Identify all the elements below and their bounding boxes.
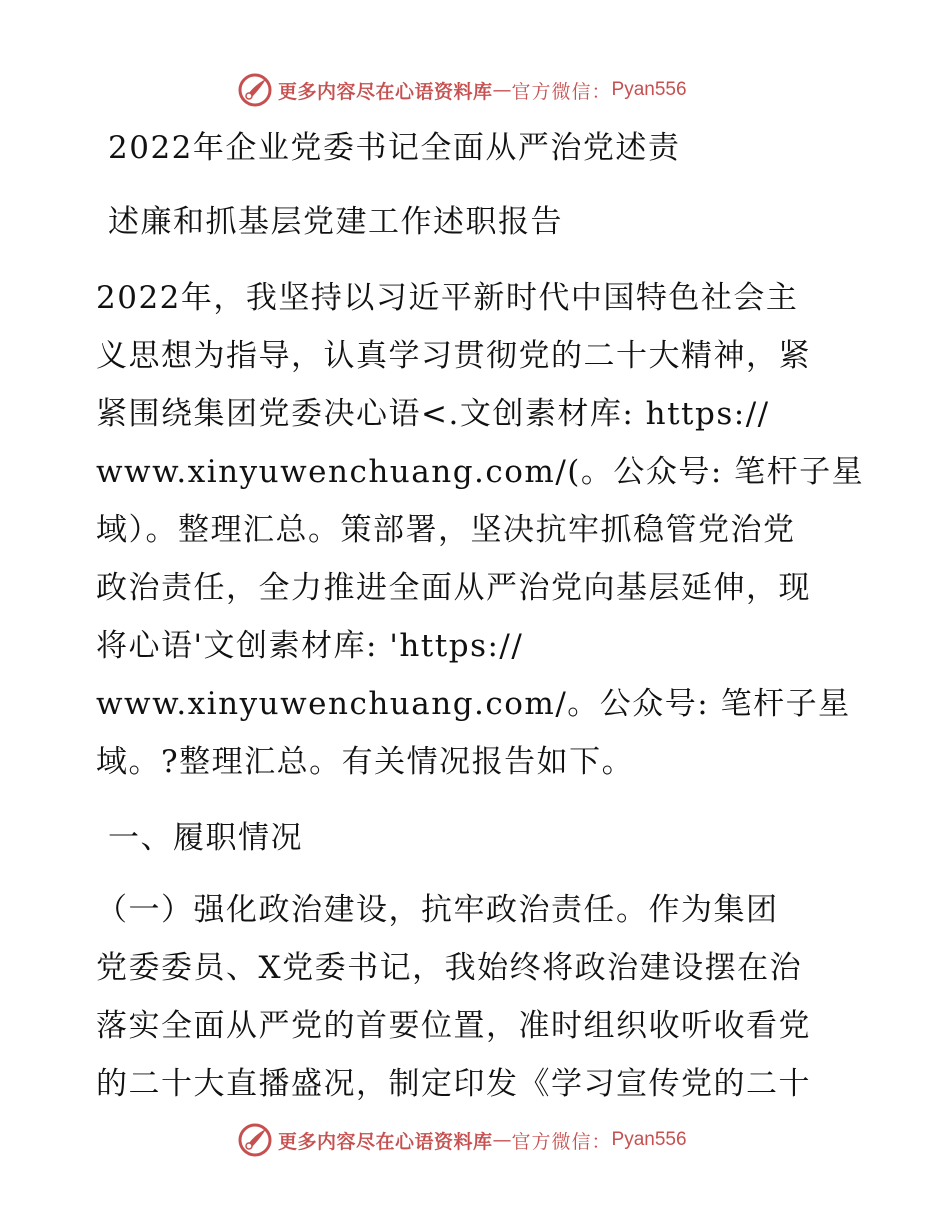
watermark-id: Pyan556	[611, 1129, 687, 1150]
paragraph-line: 2022年，我坚持以习近平新时代中国特色社会主	[96, 280, 799, 316]
watermark-label: 官方微信：	[511, 80, 612, 103]
paragraph-line: （一）强化政治建设，抗牢政治责任。作为集团	[96, 892, 779, 928]
paragraph-line: 域。?整理汇总。有关情况报告如下。	[96, 744, 635, 780]
document-title-line-2: 述廉和抓基层党建工作述职报告	[108, 204, 563, 240]
document-title-line-1: 2022年企业党委书记全面从严治党述责	[108, 130, 681, 166]
quill-logo-icon	[236, 1121, 274, 1159]
paragraph-line: 紧围绕集团党委决心语<.文创素材库: https://	[96, 396, 770, 432]
paragraph-line: 落实全面从严党的首要位置，准时组织收听收看党	[96, 1008, 811, 1044]
watermark-text: 更多内容尽在心语资料库	[278, 1130, 493, 1153]
quill-logo-icon	[236, 71, 274, 109]
paragraph-line: 将心语'文创素材库: 'https://	[96, 628, 524, 664]
footer-watermark	[236, 1120, 687, 1160]
header-watermark	[236, 70, 687, 110]
paragraph-line: 政治责任，全力推进全面从严治党向基层延伸，现	[96, 570, 811, 606]
section-heading: 一、履职情况	[108, 820, 303, 856]
paragraph-line: 域）。整理汇总。策部署，坚决抗牢抓稳管党治党	[96, 512, 796, 548]
watermark-separator: —	[492, 1129, 512, 1151]
paragraph-line: 义思想为指导，认真学习贯彻党的二十大精神，紧	[96, 338, 811, 374]
watermark-label: 官方微信：	[511, 1130, 612, 1153]
paragraph-line: www.xinyuwenchuang.com/(。公众号: 笔杆子星	[96, 454, 865, 490]
watermark-id: Pyan556	[611, 79, 687, 100]
paragraph-line: 的二十大直播盛况，制定印发《学习宣传党的二十	[96, 1066, 811, 1102]
watermark-text: 更多内容尽在心语资料库	[278, 80, 493, 103]
paragraph-line: www.xinyuwenchuang.com/。公众号: 笔杆子星	[96, 686, 851, 722]
watermark-separator: —	[492, 79, 512, 101]
paragraph-line: 党委委员、X党委书记，我始终将政治建设摆在治	[96, 950, 803, 986]
